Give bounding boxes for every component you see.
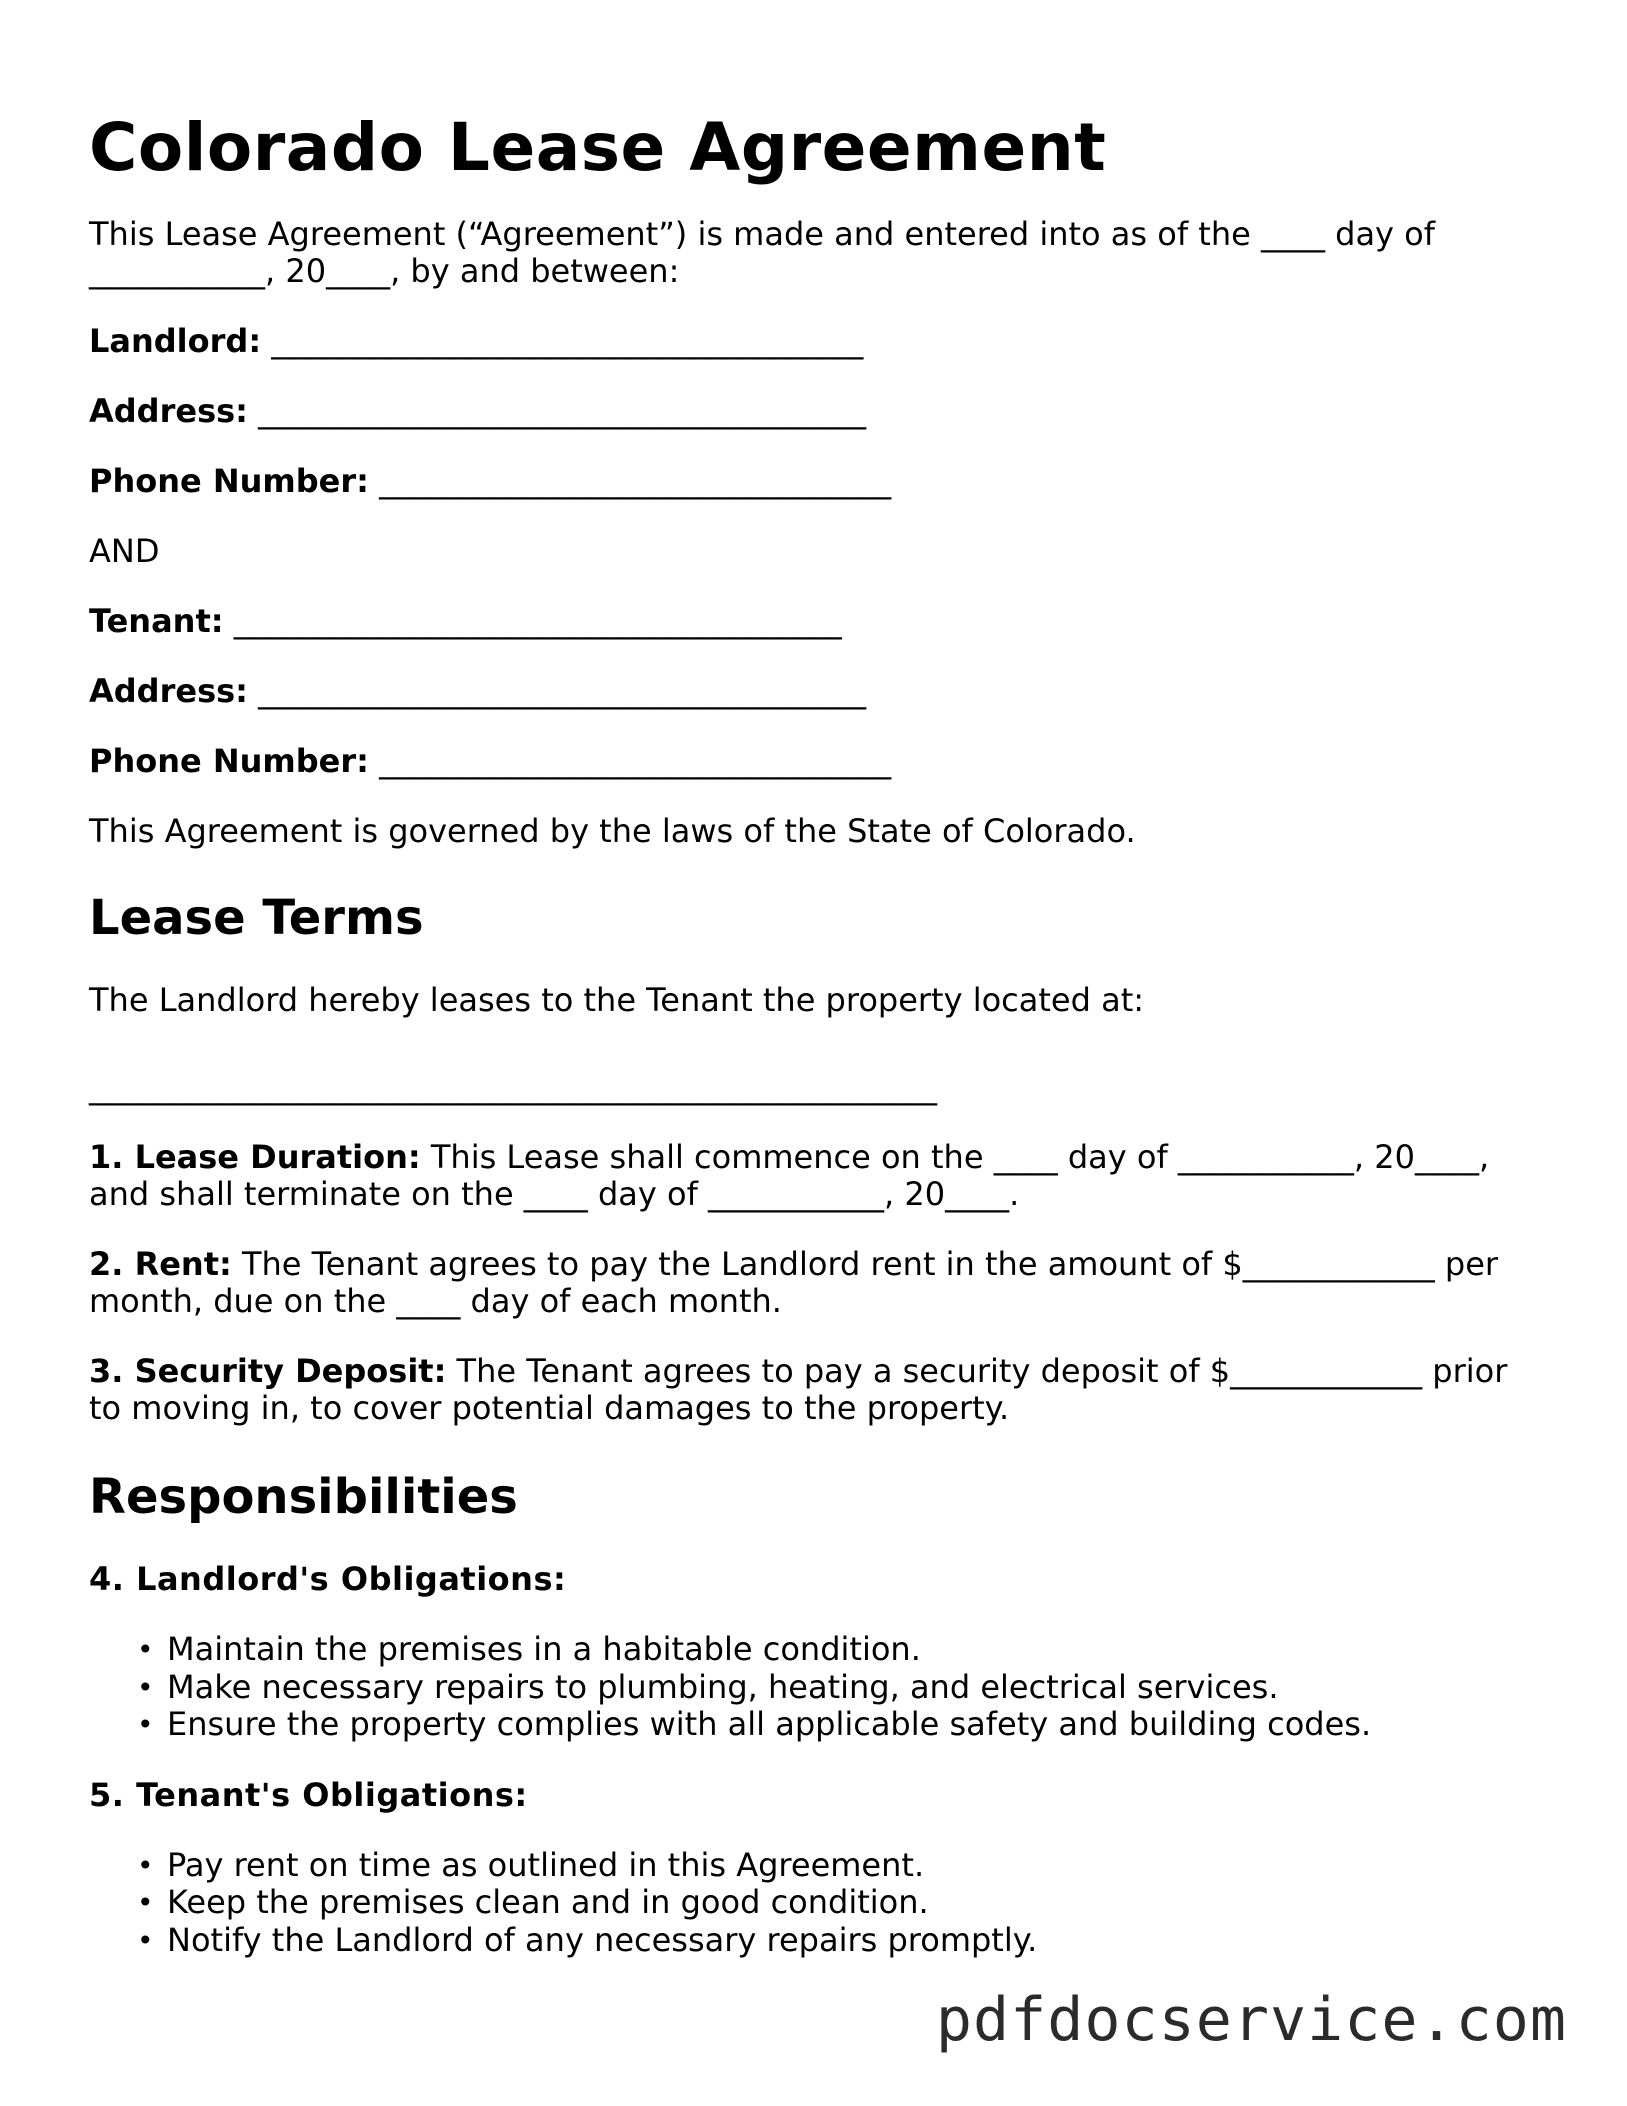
- clause-text: The Tenant agrees to pay a security deposit of $____________ prior: [446, 1352, 1508, 1390]
- bullet-icon: •: [137, 1633, 154, 1666]
- landlord-phone-label: Phone Number:: [89, 462, 369, 500]
- list-item-text: Keep the premises clean and in good condition.: [167, 1883, 929, 1921]
- bullet-icon: •: [137, 1848, 154, 1882]
- governing-law-text: This Agreement is governed by the laws of the State of Colorado.: [89, 812, 1136, 850]
- clause-text: This Lease shall commence on the ____ day of ___________, 20____,: [420, 1138, 1490, 1176]
- landlord-address-label: Address:: [89, 392, 248, 430]
- list-item: [137, 1920, 1539, 1960]
- responsibilities-heading: Responsibilities: [89, 1469, 518, 1525]
- tenant-phone-field: [89, 743, 1539, 780]
- landlord-obligations-heading: 4. Landlord's Obligations:: [89, 1560, 567, 1598]
- list-item: [137, 1705, 1539, 1744]
- document-page: [89, 108, 1539, 1992]
- list-item: [137, 1845, 1539, 1885]
- tenant-address-label: Address:: [89, 672, 248, 710]
- intro-line-2: ___________, 20____, by and between:: [89, 252, 680, 290]
- list-item-text: Maintain the premises in a habitable condition.: [167, 1630, 921, 1668]
- clause-text: month, due on the ____ day of each month.: [89, 1282, 782, 1320]
- list-item: [137, 1630, 1539, 1669]
- landlord-phone-field: [89, 463, 1539, 500]
- clause-security-deposit: [89, 1353, 1539, 1427]
- landlord-address-field: [89, 393, 1539, 430]
- tenant-phone-label: Phone Number:: [89, 742, 369, 780]
- clause-text: to moving in, to cover potential damages to the property.: [89, 1389, 1010, 1427]
- watermark-text: pdfdocservice.com: [935, 1985, 1567, 2055]
- landlord-address-blank: ______________________________________: [247, 392, 867, 430]
- tenant-name-field: [89, 603, 1539, 640]
- property-address-blank: _____________________________________________________: [89, 1068, 937, 1106]
- list-item-text: Ensure the property complies with all applicable safety and building codes.: [167, 1705, 1372, 1743]
- bullet-icon: •: [137, 1923, 154, 1957]
- landlord-name-field: [89, 323, 1539, 360]
- intro-line-1: This Lease Agreement (“Agreement”) is made and entered into as of the ____ day of: [89, 215, 1435, 253]
- list-item-text: Make necessary repairs to plumbing, heating, and electrical services.: [167, 1667, 1279, 1706]
- list-item-text: Pay rent on time as outlined in this Agreement.: [167, 1845, 925, 1884]
- landlord-phone-blank: ________________________________: [368, 462, 892, 500]
- clause-label: 1. Lease Duration:: [89, 1138, 421, 1176]
- tenant-obligations-heading: 5. Tenant's Obligations:: [89, 1775, 528, 1814]
- clause-label: 3. Security Deposit:: [89, 1352, 447, 1390]
- bullet-icon: •: [137, 1886, 154, 1919]
- clause-lease-duration: [89, 1139, 1539, 1213]
- lease-terms-heading: Lease Terms: [89, 890, 424, 946]
- document-title: Colorado Lease Agreement: [89, 109, 1107, 186]
- list-item-text: Notify the Landlord of any necessary repairs promptly.: [167, 1920, 1038, 1959]
- tenant-name-label: Tenant:: [89, 602, 224, 640]
- and-separator: AND: [89, 532, 160, 570]
- clause-rent: [89, 1246, 1539, 1320]
- landlord-name-label: Landlord:: [89, 322, 262, 360]
- clause-text: and shall terminate on the ____ day of ___________, 20____.: [89, 1175, 1020, 1213]
- clause-label: 2. Rent:: [89, 1245, 232, 1283]
- property-location-text: The Landlord hereby leases to the Tenant the property located at:: [89, 981, 1145, 1019]
- list-item: [137, 1883, 1539, 1922]
- landlord-name-blank: _____________________________________: [261, 322, 864, 360]
- list-item: [137, 1667, 1539, 1707]
- intro-paragraph: [89, 216, 1539, 290]
- bullet-icon: •: [137, 1670, 154, 1704]
- bullet-icon: •: [137, 1708, 154, 1741]
- tenant-obligations-list: [89, 1847, 1539, 1960]
- tenant-phone-blank: ________________________________: [368, 742, 892, 780]
- landlord-obligations-list: [89, 1631, 1539, 1744]
- tenant-address-blank: ______________________________________: [247, 672, 867, 710]
- tenant-address-field: [89, 673, 1539, 710]
- clause-text: The Tenant agrees to pay the Landlord rent in the amount of $____________ per: [231, 1245, 1499, 1283]
- tenant-name-blank: ______________________________________: [223, 602, 842, 640]
